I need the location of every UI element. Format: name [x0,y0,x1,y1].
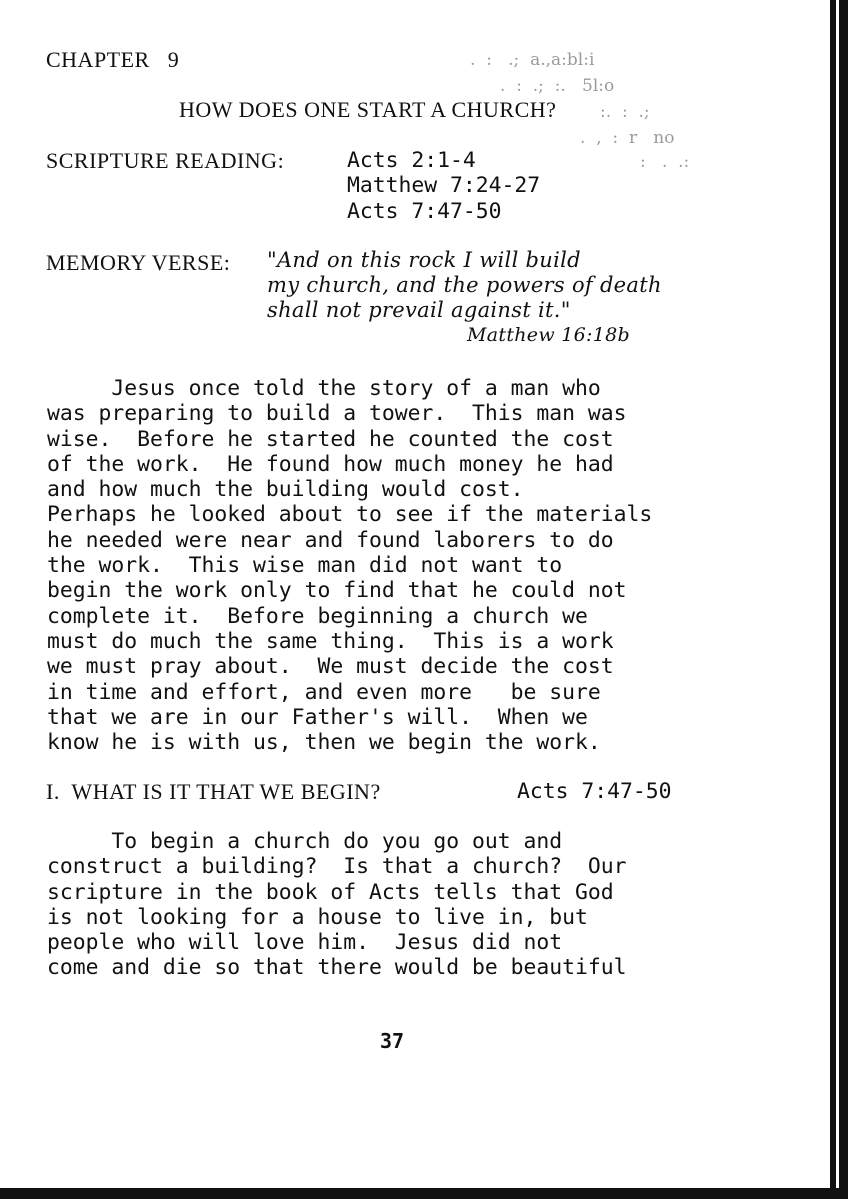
text-line: must do much the same thing. This is a work [47,628,614,654]
scripture-ref: Acts 2:1-4 [347,148,476,173]
memory-verse-line: shall not prevail against it." [267,298,571,322]
text-line: the work. This wise man did not want to [47,553,563,579]
section-ref: Acts 7:47-50 [517,779,672,804]
chapter-label: CHAPTER 9 [46,47,180,72]
scripture-ref: Acts 7:47-50 [347,199,502,224]
text-line: of the work. He found how much money he had [47,451,614,477]
text-line: he needed were near and found laborers to do [47,527,614,553]
paragraph-intro [47,376,787,755]
text-line: scripture in the book of Acts tells that God [47,879,614,905]
bleed-through-marks: . : .; a.,a:bl:i [470,50,595,70]
memory-verse-line: "And on this rock I will build [267,248,581,272]
bleed-through-marks: :. : .; [600,102,650,122]
memory-verse-ref: Matthew 16:18b [467,324,630,346]
text-line: was preparing to build a tower. This man was [47,401,627,427]
text-line: in time and effort, and even more be sure [47,679,601,705]
chapter-title: HOW DOES ONE START A CHURCH? [179,97,557,122]
memory-verse-line: my church, and the powers of death [267,273,662,297]
memory-verse-label: MEMORY VERSE: [46,250,231,275]
bleed-through-marks: . , : r no [580,128,675,148]
text-line: we must pray about. We must decide the cost [47,654,614,680]
bleed-through-marks: . : .; :. 5l:o [500,76,615,96]
text-line: and how much the building would cost. [47,477,524,503]
text-line: people who will love him. Jesus did not [47,930,563,956]
text-line: know he is with us, then we begin the work. [47,730,601,756]
text-line: construct a building? Is that a church? Our [47,854,627,880]
page-number: 37 [380,1029,405,1053]
text-line: is not looking for a house to live in, but [47,904,588,930]
scripture-ref: Matthew 7:24-27 [347,173,541,198]
scripture-reading-label: SCRIPTURE READING: [46,148,285,173]
text-line: wise. Before he started he counted the cost [47,426,614,452]
section-heading: I. WHAT IS IT THAT WE BEGIN? [46,779,381,804]
text-line: come and die so that there would be beautiful [47,955,627,981]
memory-verse-text [267,248,747,348]
text-line: Jesus once told the story of a man who [47,376,601,401]
text-line: Perhaps he looked about to see if the materials [47,502,653,528]
text-line: complete it. Before beginning a church we [47,603,588,629]
scan-edge-gap [836,0,839,1199]
scan-edge-bottom [0,1188,848,1199]
scan-edge-right [830,0,848,1199]
text-line: begin the work only to find that he could not [47,578,627,604]
bleed-through-marks: : . .: [640,152,690,172]
text-line: To begin a church do you go out and [47,829,563,854]
paragraph-section-1 [47,829,787,981]
text-line: that we are in our Father's will. When we [47,704,588,730]
